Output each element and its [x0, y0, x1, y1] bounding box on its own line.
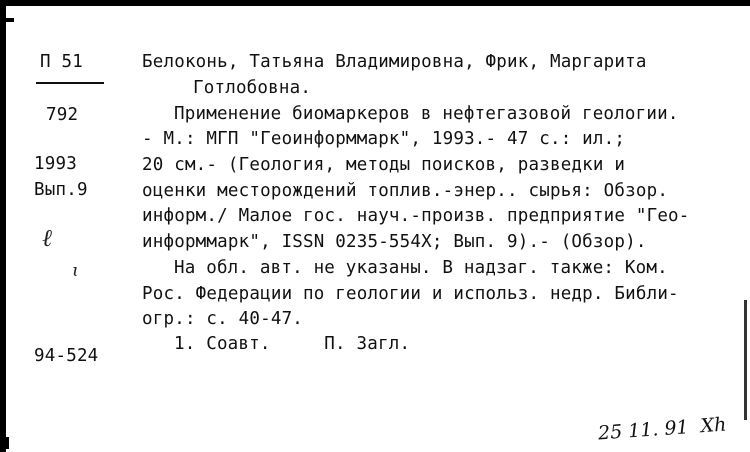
call-number-rule	[36, 82, 104, 84]
card-left-border	[0, 0, 6, 452]
entry-line-3: Применение биомаркеров в нефтегазовой геологии.	[174, 104, 679, 124]
margin-pencil-tick: ɩ	[72, 260, 80, 281]
entry-line-2: Готлобовна.	[193, 78, 312, 98]
entry-line-1: Белоконь, Татьяна Владимировна, Фрик, Маргарита	[142, 52, 647, 72]
entry-line-4: - М.: МГП "Геоинформмарк", 1993.- 47 с.: ил.;	[142, 129, 626, 149]
catalog-number: 792	[46, 105, 79, 125]
year: 1993	[34, 154, 77, 174]
entry-line-8: информмарк", ISSN 0235-554X; Вып. 9).- (Обзор).	[142, 232, 647, 252]
call-number: П 51	[40, 52, 83, 72]
entry-line-7: информ./ Малое гос. науч.-произв. предприятие "Гео-	[142, 206, 690, 226]
margin-pencil-mark: ℓ	[42, 224, 52, 252]
entry-line-12: 1. Соавт. П. Загл.	[174, 334, 411, 354]
entry-line-6: оценки месторождений топлив.-энер.. сырья: Обзор.	[142, 181, 669, 201]
entry-line-11: огр.: с. 40-47.	[142, 309, 304, 329]
entry-line-10: Рос. Федерации по геологии и использ. недр. Библи-	[142, 284, 679, 304]
card-top-border	[0, 0, 750, 6]
handwritten-date: 25 11. 91 Xh	[597, 413, 728, 445]
accession-number: 94-524	[34, 346, 99, 366]
card-bottom-left-mark	[6, 437, 9, 449]
card-left-notch	[0, 18, 14, 22]
issue: Вып.9	[34, 180, 88, 200]
entry-line-9: На обл. авт. не указаны. В надзаг. также: Ком.	[174, 258, 668, 278]
entry-line-5: 20 см.- (Геология, методы поисков, разведки и	[142, 155, 626, 175]
card-right-edge-line	[744, 300, 747, 420]
